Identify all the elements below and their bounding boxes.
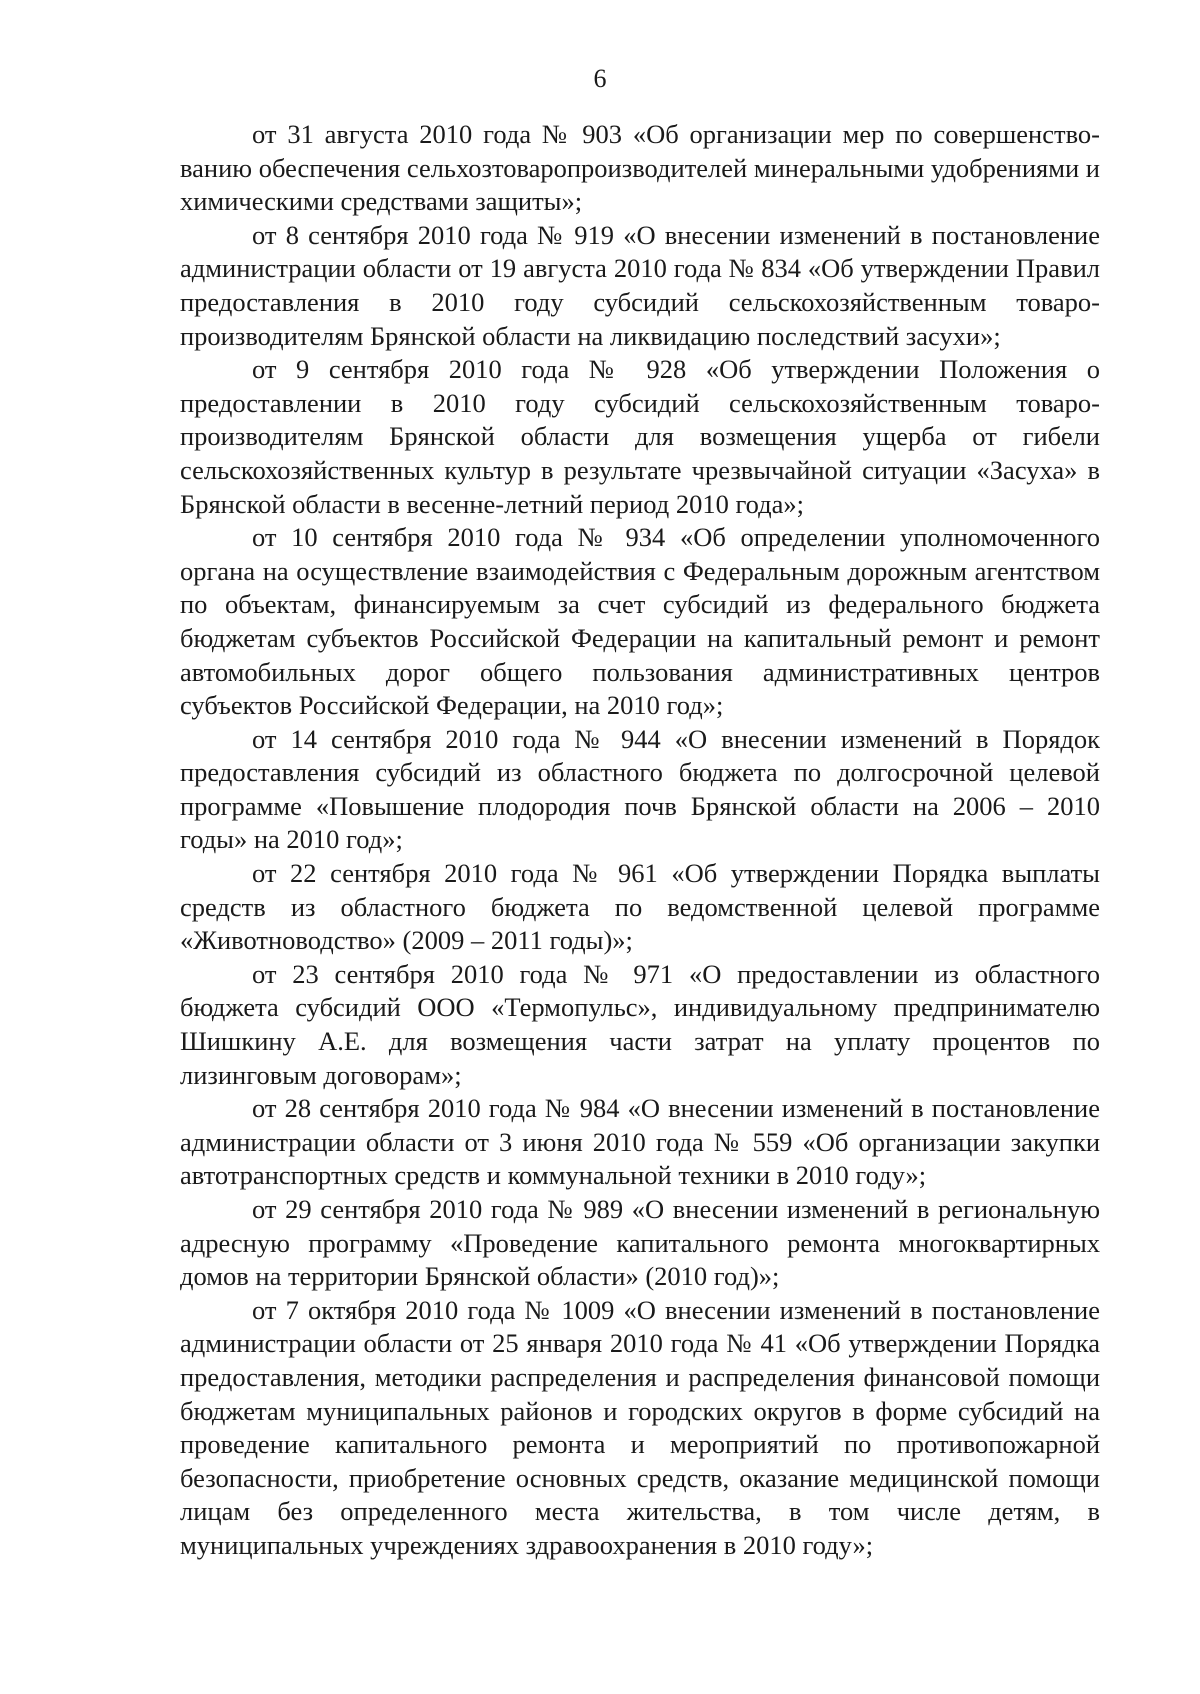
page-number: 6 (593, 64, 607, 93)
paragraph-decree-989: от 29 сентября 2010 года № 989 «О внесении изменений в региональную адресную программу «Проведение капитального ремонта многоквартирных домов на территории Брянской области» (2010 год)»; (180, 1194, 1100, 1292)
document-body (180, 118, 1100, 1563)
paragraph-decree-971: от 23 сентября 2010 года № 971 «О предоставлении из областного бюджета субсидий ООО «Термопульс», индивидуальному предпринимателю Шишкину А.Е. для возмещения части затрат на уплату процентов по лизинговым договорам»; (180, 958, 1100, 1090)
paragraph-decree-928: от 9 сентября 2010 года № 928 «Об утверждении Положения о предоставлении в 2010 году субсидий сельскохозяйственным товаропроизводителям Брянской области для возмещения ущерба от гибели сельскохозяйственных культур в результате чрезвычайной ситуации «Засуха» в Брянской области в весенне-летний период 2010 года»; (180, 354, 1100, 519)
paragraph-decree-934: от 10 сентября 2010 года № 934 «Об определении уполномоченного органа на осуществление взаимодействия с Федеральным дорожным агентством по объектам, финансируемым за счет субсидий из федерального бюджета бюджетам субъектов Российской Федерации на капитальный ремонт и ремонт автомобильных дорог общего пользования административных центров субъектов Российской Федерации, на 2010 год»; (180, 522, 1100, 721)
paragraph-decree-984: от 28 сентября 2010 года № 984 «О внесении изменений в постановление администрации области от 3 июня 2010 года № 559 «Об организации закупки автотранспортных средств и коммунальной техники в 2010 году»; (180, 1093, 1100, 1191)
paragraph-decree-961: от 22 сентября 2010 года № 961 «Об утверждении Порядка выплаты средств из областного бюджета по ведомственной целевой программе «Животноводство» (2009 – 2011 годы)»; (180, 858, 1100, 956)
paragraph-decree-903: от 31 августа 2010 года № 903 «Об организации мер по совершенствованию обеспечения сельхозтоваропроизводителей минеральными удобрениями и химическими средствами защиты»; (180, 119, 1100, 217)
paragraph-decree-1009: от 7 октября 2010 года № 1009 «О внесении изменений в постановление администрации области от 25 января 2010 года № 41 «Об утверждении Порядка предоставления, методики распределения и распределения финансовой помощи бюджетам муниципальных районов и городских округов в форме субсидий на проведение капитального ремонта и мероприятий по противопожарной безопасности, приобретение основных средств, оказание медицинской помощи лицам без определенного места жительства, в том числе детям, в муниципальных учреждениях здравоохранения в 2010 году»; (180, 1294, 1100, 1560)
paragraph-decree-919: от 8 сентября 2010 года № 919 «О внесении изменений в постановление администрации области от 19 августа 2010 года № 834 «Об утверждении Правил предоставления в 2010 году субсидий сельскохозяйственным товаропроизводителям Брянской области на ликвидацию последствий засухи»; (180, 219, 1100, 351)
paragraph-decree-944: от 14 сентября 2010 года № 944 «О внесении изменений в Порядок предоставления субсидий из областного бюджета по долгосрочной целевой программе «Повышение плодородия почв Брянской области на 2006 – 2010 годы» на 2010 год»; (180, 723, 1100, 855)
